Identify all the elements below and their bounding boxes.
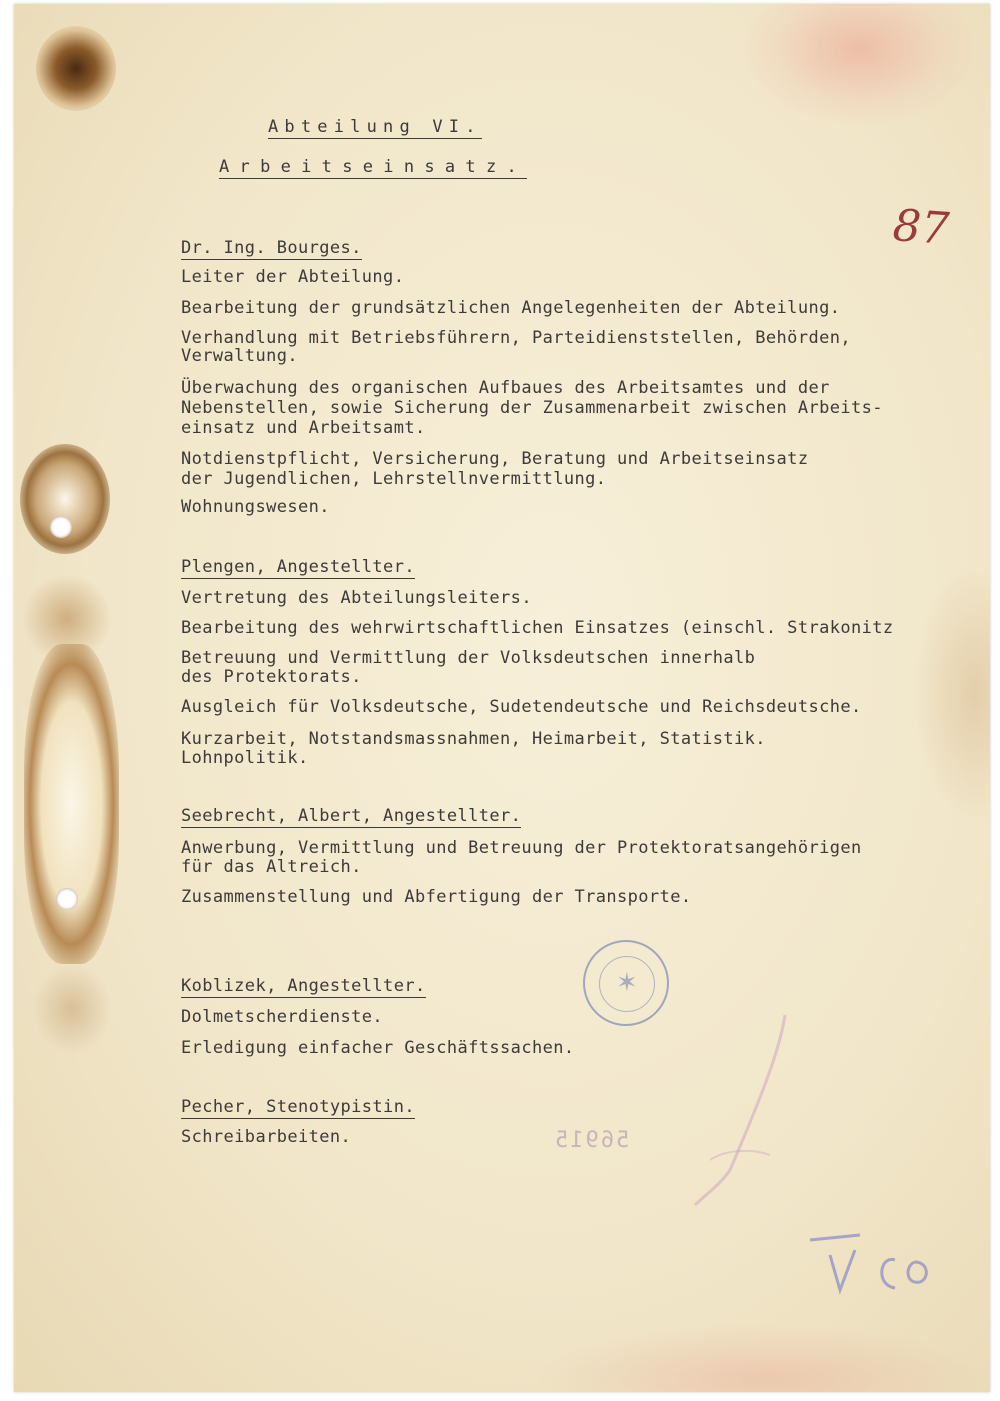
page-number: 87 <box>891 200 951 255</box>
person-heading: Dr. Ing. Bourges. <box>181 238 362 258</box>
water-stain <box>24 644 119 964</box>
duty-line: Betreuung und Vermittlung der Volksdeutschen innerhalb <box>181 648 756 668</box>
eagle-icon: ✶ <box>616 968 638 998</box>
water-stain <box>914 564 990 824</box>
mirrored-stamp-number: 56915 <box>553 1128 630 1153</box>
water-stain <box>20 444 110 554</box>
water-stain <box>32 964 112 1054</box>
person-heading: Koblizek, Angestellter. <box>181 976 426 996</box>
duty-line: Anwerbung, Vermittlung und Betreuung der Protektoratsangehörigen <box>181 838 862 858</box>
duty-line: Verwaltung. <box>181 346 298 366</box>
pink-stain-bottom <box>534 1324 990 1392</box>
pink-stain-top <box>744 4 974 124</box>
duty-line: Verhandlung mit Betriebsführern, Parteidienststellen, Behörden, <box>181 328 851 348</box>
duty-line: Erledigung einfacher Geschäftssachen. <box>181 1038 575 1058</box>
department-heading: Abteilung VI. <box>268 117 482 137</box>
department-subheading: Arbeitseinsatz. <box>219 157 528 177</box>
duty-line: Überwachung des organischen Aufbaues des Arbeitsamtes und der <box>181 378 830 398</box>
duty-line: Lohnpolitik. <box>181 748 309 768</box>
office-stamp <box>583 940 669 1026</box>
duty-line: Nebenstellen, sowie Sicherung der Zusammenarbeit zwischen Arbeits- <box>181 398 883 418</box>
duty-line: für das Altreich. <box>181 857 362 877</box>
duty-line: Kurzarbeit, Notstandsmassnahmen, Heimarbeit, Statistik. <box>181 729 766 749</box>
water-stain <box>22 574 112 664</box>
burn-stain <box>36 26 116 111</box>
duty-line: der Jugendlichen, Lehrstellnvermittlung. <box>181 469 607 489</box>
duty-line: Leiter der Abteilung. <box>181 267 405 287</box>
punch-hole <box>50 516 72 538</box>
person-heading: Plengen, Angestellter. <box>181 557 415 577</box>
duty-line: Dolmetscherdienste. <box>181 1007 384 1027</box>
signature-mark <box>800 1220 950 1310</box>
punch-hole <box>56 888 78 910</box>
duty-line: Schreibarbeiten. <box>181 1127 352 1147</box>
duty-line: Notdienstpflicht, Versicherung, Beratung und Arbeitseinsatz <box>181 449 809 469</box>
duty-line: Vertretung des Abteilungsleiters. <box>181 588 532 608</box>
duty-line: Ausgleich für Volksdeutsche, Sudetendeutsche und Reichsdeutsche. <box>181 697 862 717</box>
person-heading: Seebrecht, Albert, Angestellter. <box>181 806 522 826</box>
person-heading: Pecher, Stenotypistin. <box>181 1097 415 1117</box>
duty-line: des Protektorats. <box>181 667 362 687</box>
duty-line: einsatz und Arbeitsamt. <box>181 418 426 438</box>
duty-line: Bearbeitung der grundsätzlichen Angelegenheiten der Abteilung. <box>181 298 841 318</box>
pencil-mark <box>690 1010 810 1220</box>
duty-line: Wohnungswesen. <box>181 497 330 517</box>
duty-line: Bearbeitung des wehrwirtschaftlichen Einsatzes (einschl. Strakonitz <box>181 618 894 638</box>
duty-line: Zusammenstellung und Abfertigung der Transporte. <box>181 887 692 907</box>
